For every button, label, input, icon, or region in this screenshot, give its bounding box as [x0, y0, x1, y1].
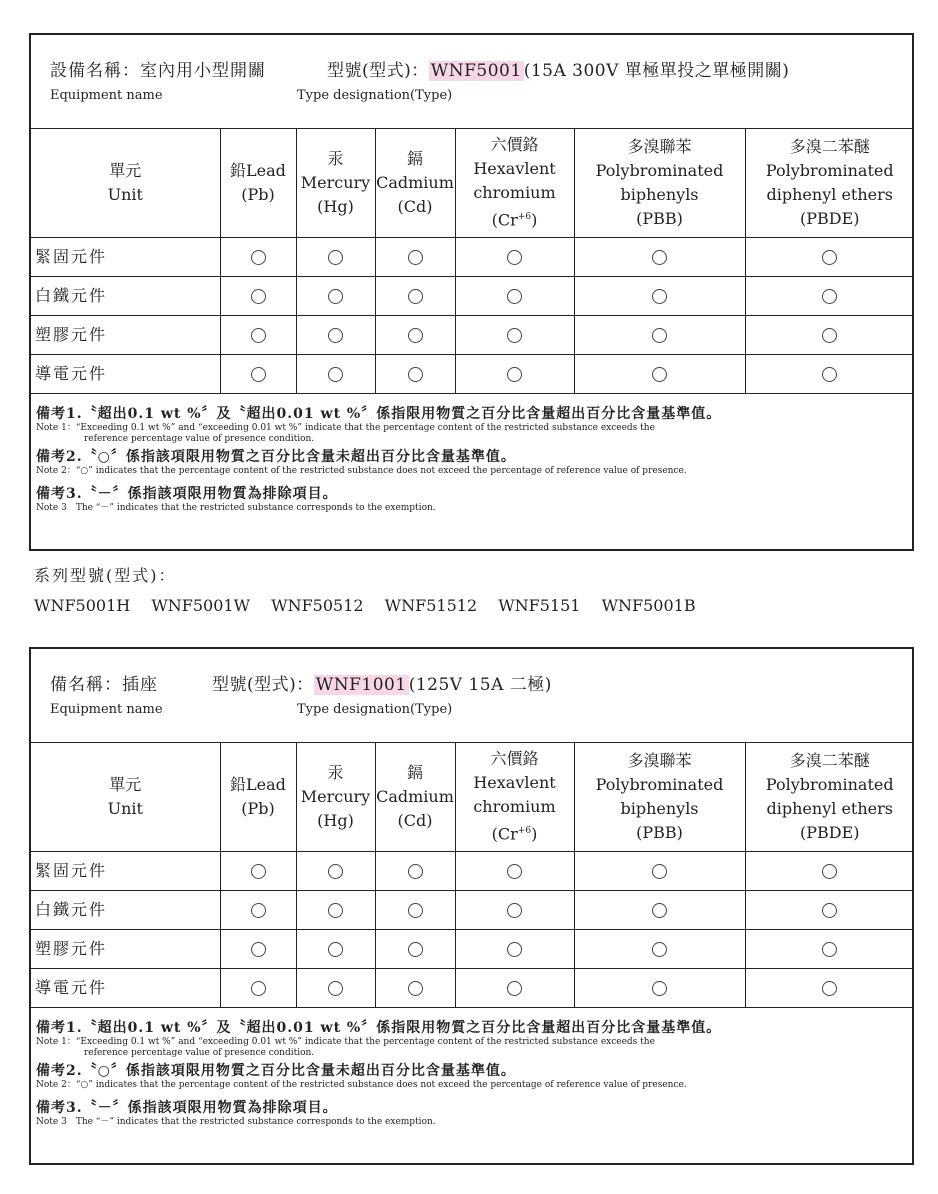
- note-1-en-cont: reference percentage value of presence condition.: [84, 1048, 315, 1058]
- col-label: (Cd): [397, 810, 433, 830]
- equipment-name: 備名稱：插座: [50, 675, 158, 695]
- col-label: (Hg): [317, 810, 354, 830]
- col-pbde: [745, 128, 914, 238]
- col-label: Polybrominated: [595, 160, 724, 180]
- col-chromium: [455, 742, 574, 852]
- pass-mark-icon: [408, 903, 423, 918]
- pass-mark-icon: [652, 981, 667, 996]
- pass-mark-icon: [251, 328, 266, 343]
- col-lead: [220, 742, 296, 852]
- table-row: [31, 316, 914, 355]
- pass-mark-icon: [507, 981, 522, 996]
- series-model: WNF5151: [498, 596, 581, 615]
- col-label: 單元: [109, 160, 142, 180]
- pass-mark-icon: [652, 250, 667, 265]
- col-label: 汞: [327, 148, 344, 168]
- unit-cell: 導電元件: [31, 969, 220, 1008]
- col-lead: [220, 128, 296, 238]
- col-label: Polybrominated: [765, 774, 894, 794]
- type-label: 型號(型式)：: [212, 675, 314, 695]
- col-label: 多溴聯苯: [627, 750, 692, 770]
- col-label: chromium: [473, 796, 556, 816]
- pass-mark-icon: [507, 289, 522, 304]
- model-description: (125V 15A 二極): [408, 675, 552, 695]
- note-3-zh: 備考3.〝－〞係指該項限用物質為排除項目。: [36, 486, 338, 502]
- col-label: (PBDE): [799, 208, 860, 228]
- equipment-name-en: Equipment name: [50, 88, 163, 103]
- pass-mark-icon: [251, 864, 266, 879]
- pass-mark-icon: [251, 981, 266, 996]
- col-mercury: [296, 742, 375, 852]
- pass-mark-icon: [408, 864, 423, 879]
- table-header-row: [31, 128, 914, 238]
- unit-cell: 白鐵元件: [31, 891, 220, 930]
- col-label: Unit: [107, 184, 143, 204]
- pass-mark-icon: [507, 864, 522, 879]
- col-label: Mercury: [300, 786, 371, 806]
- type-designation: [327, 56, 789, 81]
- pass-mark-icon: [652, 942, 667, 957]
- col-label: 六價鉻: [490, 748, 539, 768]
- col-label: 鉛Lead: [230, 774, 286, 794]
- pass-mark-icon: [822, 328, 837, 343]
- table-row: [31, 277, 914, 316]
- pass-mark-icon: [408, 250, 423, 265]
- pass-mark-icon: [822, 367, 837, 382]
- note-1-zh: 備考1.〝超出0.1 wt %〞及〝超出0.01 wt %〞係指限用物質之百分比含量超出百分比含量基準值。: [36, 406, 722, 422]
- col-label: 單元: [109, 774, 142, 794]
- col-label: Polybrominated: [765, 160, 894, 180]
- col-label: 多溴二苯醚: [789, 136, 870, 156]
- col-label: (PBB): [636, 822, 683, 842]
- col-cadmium: [375, 128, 455, 238]
- col-pbb: [574, 742, 745, 852]
- col-label: biphenyls: [620, 798, 699, 818]
- col-mercury: [296, 128, 375, 238]
- pass-mark-icon: [408, 289, 423, 304]
- pass-mark-icon: [328, 903, 343, 918]
- type-label: 型號(型式)：: [327, 61, 429, 81]
- type-designation-en: Type designation(Type): [297, 702, 453, 717]
- series-model: WNF5001B: [601, 596, 696, 615]
- col-label: 汞: [327, 762, 344, 782]
- equipment-header: [31, 649, 912, 743]
- note-3-en: Note 3 The “－” indicates that the restricted substance corresponds to the exemption.: [36, 1117, 436, 1127]
- col-pbde: [745, 742, 914, 852]
- col-label: 六價鉻: [490, 134, 539, 154]
- pass-mark-icon: [328, 289, 343, 304]
- pass-mark-icon: [408, 367, 423, 382]
- table-row: [31, 891, 914, 930]
- series-model: WNF50512: [271, 596, 364, 615]
- note-1-en-cont: reference percentage value of presence condition.: [84, 434, 315, 444]
- table-row: [31, 969, 914, 1008]
- pass-mark-icon: [822, 903, 837, 918]
- col-label: Unit: [107, 798, 143, 818]
- pass-mark-icon: [822, 250, 837, 265]
- table-row: [31, 930, 914, 969]
- col-label: (Pb): [241, 184, 275, 204]
- pass-mark-icon: [507, 328, 522, 343]
- pass-mark-icon: [507, 942, 522, 957]
- col-label: 鎘: [406, 762, 423, 782]
- col-cadmium: [375, 742, 455, 852]
- pass-mark-icon: [652, 289, 667, 304]
- note-2-zh: 備考2.〝○〞係指該項限用物質之百分比含量未超出百分比含量基準值。: [36, 449, 516, 465]
- series-title: 系列型號(型式)：: [34, 566, 177, 585]
- notes-section: [36, 402, 906, 514]
- col-unit: [31, 128, 220, 238]
- series-model-list: [34, 596, 712, 615]
- pass-mark-icon: [822, 289, 837, 304]
- table-header-row: [31, 742, 914, 852]
- equipment-header: [31, 35, 912, 129]
- col-label: Mercury: [300, 172, 371, 192]
- pass-mark-icon: [328, 328, 343, 343]
- note-3-en: Note 3 The “－” indicates that the restricted substance corresponds to the exemption.: [36, 503, 436, 513]
- col-label: Hexavlent: [473, 158, 556, 178]
- pass-mark-icon: [822, 864, 837, 879]
- unit-cell: 白鐵元件: [31, 277, 220, 316]
- col-label: (Hg): [317, 196, 354, 216]
- col-label: Cadmium: [376, 786, 454, 806]
- pass-mark-icon: [251, 250, 266, 265]
- pass-mark-icon: [652, 367, 667, 382]
- col-label: $(Cr^{+6})$: [491, 824, 538, 844]
- table-row: [31, 852, 914, 891]
- pass-mark-icon: [408, 981, 423, 996]
- col-label: $(Cr^{+6})$: [491, 210, 538, 230]
- note-2-zh: 備考2.〝○〞係指該項限用物質之百分比含量未超出百分比含量基準值。: [36, 1063, 516, 1079]
- pass-mark-icon: [652, 328, 667, 343]
- col-label: 多溴二苯醚: [789, 750, 870, 770]
- col-chromium: [455, 128, 574, 238]
- pass-mark-icon: [507, 250, 522, 265]
- pass-mark-icon: [822, 942, 837, 957]
- col-label: chromium: [473, 182, 556, 202]
- col-label: biphenyls: [620, 184, 699, 204]
- pass-mark-icon: [328, 864, 343, 879]
- col-label: diphenyl ethers: [766, 184, 893, 204]
- pass-mark-icon: [328, 981, 343, 996]
- col-label: diphenyl ethers: [766, 798, 893, 818]
- model-description: (15A 300V 單極單投之單極開關): [523, 61, 790, 81]
- type-designation: [212, 670, 552, 695]
- col-unit: [31, 742, 220, 852]
- note-3-zh: 備考3.〝－〞係指該項限用物質為排除項目。: [36, 1100, 338, 1116]
- unit-cell: 塑膠元件: [31, 930, 220, 969]
- rohs-table-2: [29, 647, 914, 1165]
- pass-mark-icon: [251, 289, 266, 304]
- pass-mark-icon: [507, 903, 522, 918]
- note-1-en: Note 1：“Exceeding 0.1 wt %” and “exceeding 0.01 wt %” indicate that the percentage content of the restricted substance exceeds the: [36, 423, 655, 433]
- col-label: Polybrominated: [595, 774, 724, 794]
- model-number: WNF1001: [315, 675, 407, 695]
- unit-cell: 緊固元件: [31, 852, 220, 891]
- pass-mark-icon: [328, 250, 343, 265]
- series-model: WNF51512: [384, 596, 478, 615]
- unit-cell: 導電元件: [31, 355, 220, 394]
- substance-table: [31, 128, 914, 394]
- unit-cell: 塑膠元件: [31, 316, 220, 355]
- pass-mark-icon: [507, 367, 522, 382]
- note-2-en: Note 2：“○” indicates that the percentage content of the restricted substance does not exceed the percentage of reference value of presence.: [36, 466, 687, 476]
- pass-mark-icon: [251, 942, 266, 957]
- equipment-name-en: Equipment name: [50, 702, 163, 717]
- col-pbb: [574, 128, 745, 238]
- col-label: (Cd): [397, 196, 433, 216]
- col-label: 多溴聯苯: [627, 136, 692, 156]
- col-label: Cadmium: [376, 172, 454, 192]
- model-number: WNF5001: [430, 61, 522, 81]
- col-label: 鎘: [406, 148, 423, 168]
- note-1-en: Note 1：“Exceeding 0.1 wt %” and “exceeding 0.01 wt %” indicate that the percentage content of the restricted substance exceeds the: [36, 1037, 655, 1047]
- pass-mark-icon: [251, 903, 266, 918]
- pass-mark-icon: [822, 981, 837, 996]
- col-label: (PBDE): [799, 822, 860, 842]
- pass-mark-icon: [408, 328, 423, 343]
- note-2-en: Note 2：“○” indicates that the percentage content of the restricted substance does not exceed the percentage of reference value of presence.: [36, 1080, 687, 1090]
- table-row: [31, 238, 914, 277]
- note-1-zh: 備考1.〝超出0.1 wt %〞及〝超出0.01 wt %〞係指限用物質之百分比含量超出百分比含量基準值。: [36, 1020, 722, 1036]
- col-label: (Pb): [241, 798, 275, 818]
- series-model: WNF5001H: [34, 596, 131, 615]
- equipment-name: 設備名稱：室內用小型開關: [50, 61, 266, 81]
- col-label: Hexavlent: [473, 772, 556, 792]
- pass-mark-icon: [251, 367, 266, 382]
- pass-mark-icon: [328, 367, 343, 382]
- pass-mark-icon: [652, 903, 667, 918]
- pass-mark-icon: [652, 864, 667, 879]
- rohs-table-1: [29, 33, 914, 551]
- col-label: (PBB): [636, 208, 683, 228]
- unit-cell: 緊固元件: [31, 238, 220, 277]
- series-model: WNF5001W: [151, 596, 251, 615]
- substance-table: [31, 742, 914, 1008]
- table-row: [31, 355, 914, 394]
- notes-section: [36, 1016, 906, 1128]
- pass-mark-icon: [408, 942, 423, 957]
- type-designation-en: Type designation(Type): [297, 88, 453, 103]
- col-label: 鉛Lead: [230, 160, 286, 180]
- pass-mark-icon: [328, 942, 343, 957]
